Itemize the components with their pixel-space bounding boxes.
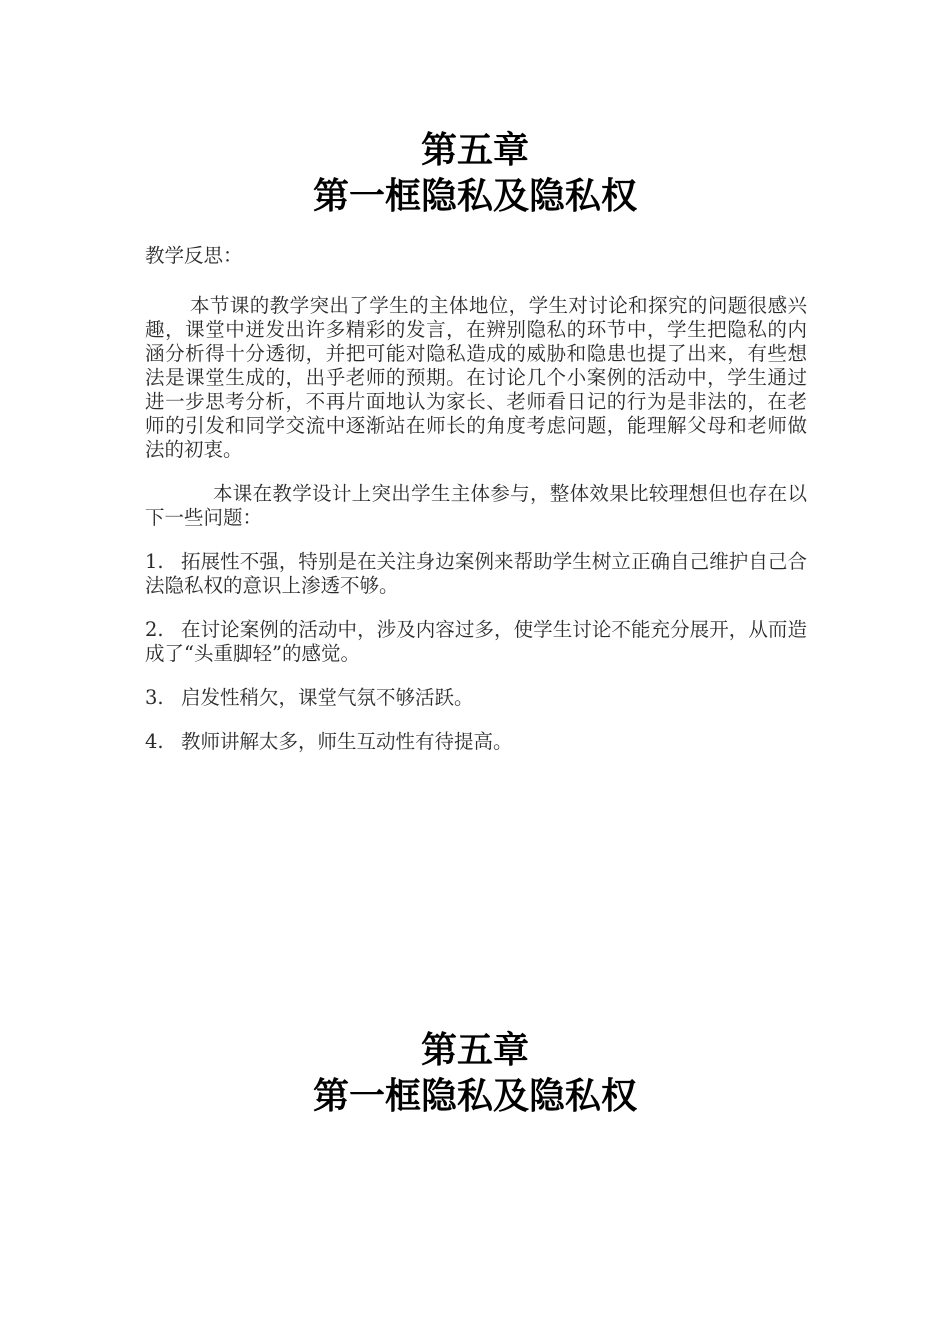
list-number: 3. <box>145 686 164 709</box>
title-block <box>0 128 950 220</box>
list-item <box>145 686 807 710</box>
reflection-paragraph: 本课在教学设计上突出学生主体参与，整体效果比较理想但也存在以下一些问题： <box>145 482 807 529</box>
reflection-label: 教学反思： <box>145 244 243 267</box>
reflection-section <box>145 244 807 774</box>
list-item <box>145 618 807 666</box>
list-item <box>145 550 807 598</box>
list-number: 2. <box>145 618 164 641</box>
list-text: 启发性稍欠，课堂气氛不够活跃。 <box>181 686 474 709</box>
list-number: 4. <box>145 730 164 753</box>
chapter-title: 第五章 <box>420 130 529 171</box>
repeated-title-block <box>0 1028 950 1120</box>
list-text: 在讨论案例的活动中，涉及内容过多，使学生讨论不能充分展开，从而造成了“头重脚轻”的感觉。 <box>145 618 807 665</box>
list-item <box>145 730 807 754</box>
reflection-paragraph: 本节课的教学突出了学生的主体地位，学生对讨论和探究的问题很感兴趣，课堂中迸发出许多精彩的发言，在辨别隐私的环节中，学生把隐私的内涵分析得十分透彻，并把可能对隐私造成的威胁和隐患也提了出来，有些想法是课堂生成的，出乎老师的预期。在讨论几个小案例的活动中，学生通过进一步思考分析，不再片面地认为家长、老师看日记的行为是非法的，在老师的引发和同学交流中逐渐站在师长的角度考虑问题，能理解父母和老师做法的初衷。 <box>145 294 807 461</box>
list-text: 教师讲解太多，师生互动性有待提高。 <box>181 730 513 753</box>
lesson-title: 第一框隐私及隐私权 <box>312 176 637 217</box>
list-number: 1. <box>145 550 164 573</box>
list-text: 拓展性不强，特别是在关注身边案例来帮助学生树立正确自己维护自己合法隐私权的意识上渗透不够。 <box>145 550 807 597</box>
lesson-title: 第一框隐私及隐私权 <box>312 1076 637 1117</box>
chapter-title: 第五章 <box>420 1030 529 1071</box>
